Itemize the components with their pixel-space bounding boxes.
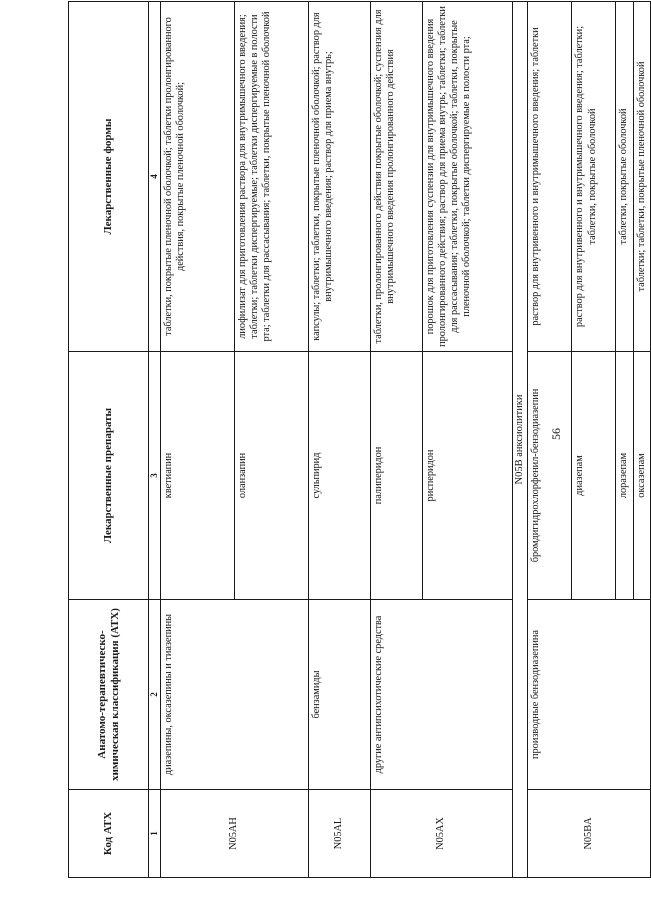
- dosage-forms: таблетки, пролонгированного действия покрытые оболочкой; суспензия для внутримышечного введения пролонгированного действия: [371, 2, 423, 352]
- group-header-row: [513, 2, 528, 878]
- table-row: [309, 2, 371, 878]
- dosage-forms: порошок для приготовления суспензии для внутримышечного введения пролонгированного действия; раствор для приема внутрь; таблетки; таблетки для рассасывания; таблетки, покрытые оболочкой; таблетки, покрытые пленочной оболочкой; таблетки диспергируемые в полости рта;: [423, 2, 513, 352]
- dosage-forms: таблетки, покрытые пленочной оболочкой; таблетки пролонгированного действия, покрытые пленочной оболочкой;: [161, 2, 235, 352]
- drug-name: палиперидон: [371, 352, 423, 600]
- header-drug: Лекарственные препараты: [69, 352, 149, 600]
- dosage-forms: таблетки, покрытые оболочкой: [616, 2, 633, 352]
- atc-code: N05AH: [161, 790, 309, 878]
- col-number: 1: [149, 790, 161, 878]
- drug-name: оланзапин: [235, 352, 309, 600]
- drug-table: [68, 1, 651, 878]
- atc-class: производные бензодиазепина: [528, 600, 650, 790]
- atc-code: N05BA: [528, 790, 650, 878]
- rotated-page: [68, 2, 647, 878]
- page-number: 56: [549, 428, 563, 440]
- dosage-forms: капсулы; таблетки; таблетки, покрытые пленочной оболочкой; раствор для внутримышечного введения; раствор для приема внутрь;: [309, 2, 371, 352]
- atc-class: диазепины, оксазепины и тиазепины: [161, 600, 309, 790]
- drug-name: бромдигидрохлорфенил-бензодиазепин: [528, 352, 572, 600]
- atc-code: N05AX: [371, 790, 513, 878]
- table-header-row: [69, 2, 149, 878]
- col-number: 3: [149, 352, 161, 600]
- table-row: [528, 2, 572, 878]
- header-forms: Лекарственные формы: [69, 2, 149, 352]
- drug-name: кветиапин: [161, 352, 235, 600]
- drug-name: лоразепам: [616, 352, 633, 600]
- atc-class: другие антипсихотические средства: [371, 600, 513, 790]
- table-row: [161, 2, 235, 878]
- drug-name: диазепам: [572, 352, 616, 600]
- column-number-row: [149, 2, 161, 878]
- dosage-forms: таблетки; таблетки, покрытые пленочной оболочкой: [633, 2, 650, 352]
- group-label: N05B анксиолитики: [513, 2, 528, 878]
- atc-class: бензамиды: [309, 600, 371, 790]
- table-row: [371, 2, 423, 878]
- dosage-forms: раствор для внутривенного и внутримышечного введения; таблетки; таблетки, покрытые оболочкой: [572, 2, 616, 352]
- header-code: Код АТХ: [69, 790, 149, 878]
- dosage-forms: раствор для внутривенного и внутримышечного введения; таблетки: [528, 2, 572, 352]
- dosage-forms: лиофилизат для приготовления раствора для внутримышечного введения; таблетки; таблетки диспергируемые; таблетки диспергируемые в полости рта; таблетки для рассасывания; таблетки, покрытые пленочной оболочкой: [235, 2, 309, 352]
- col-number: 2: [149, 600, 161, 790]
- header-atc: Анатомо-терапевтическо-химическая классификация (АТХ): [69, 600, 149, 790]
- drug-name: рисперидон: [423, 352, 513, 600]
- col-number: 4: [149, 2, 161, 352]
- drug-name: оксазепам: [633, 352, 650, 600]
- atc-code: N05AL: [309, 790, 371, 878]
- drug-name: сульпирид: [309, 352, 371, 600]
